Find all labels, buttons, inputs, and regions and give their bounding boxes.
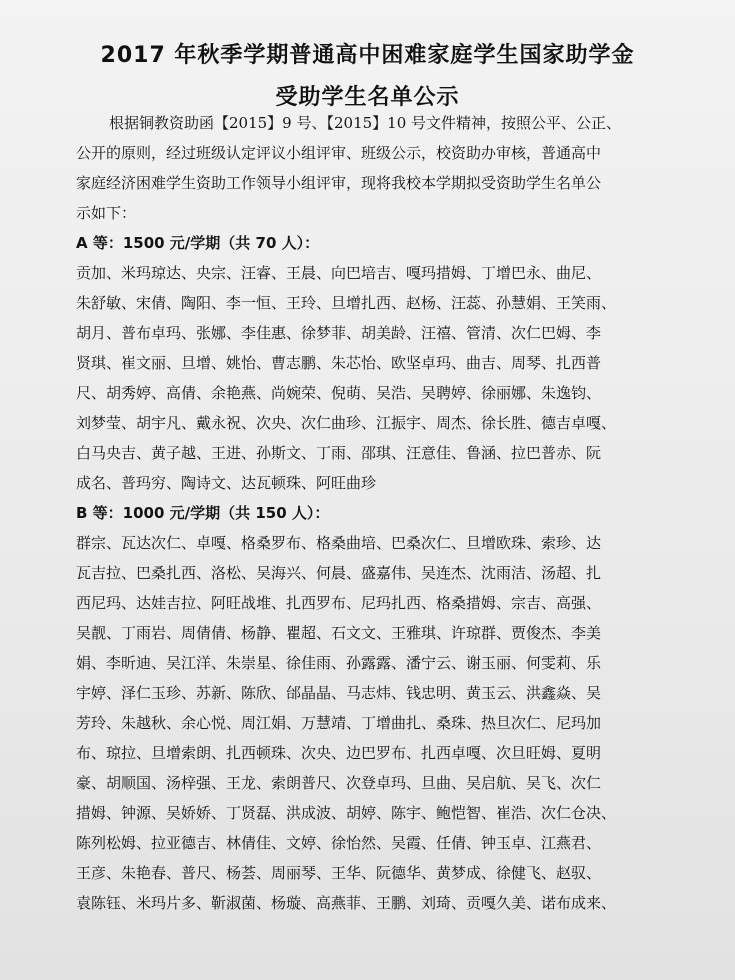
section-a-heading: A 等：1500 元/学期（共 70 人）： [76,234,320,252]
section-a-names-line: 朱舒敏、宋倩、陶阳、李一恒、王玲、旦增扎西、赵杨、汪蕊、孙慧娟、王笑雨、 [76,294,617,312]
intro-line: 家庭经济困难学生资助工作领导小组评审，现将我校本学期拟受资助学生名单公 [76,174,602,192]
section-b-names-line: 措姆、钟源、吴娇娇、丁贤磊、洪成波、胡婷、陈宇、鲍恺智、崔浩、次仁仓决、 [76,804,617,822]
intro-line: 示如下： [76,204,137,222]
section-a-names-line: 白马央吉、黄子越、王进、孙斯文、丁雨、邵琪、汪意佳、鲁涵、拉巴普赤、阮 [76,444,602,462]
section-a-names-line: 胡月、普布卓玛、张娜、李佳惠、徐梦菲、胡美龄、汪禧、管清、次仁巴姆、李 [76,324,602,342]
document-body [76,108,656,918]
section-a-names-line: 贤琪、崔文丽、旦增、姚怡、曹志鹏、朱芯怡、欧坚卓玛、曲吉、周琴、扎西普 [76,354,602,372]
section-b-names-line: 吴靓、丁雨岩、周倩倩、杨静、瞿超、石文文、王雅琪、许琼群、贾俊杰、李美 [76,624,602,642]
section-b-names-line: 布、琼拉、旦增索朗、扎西顿珠、次央、边巴罗布、扎西卓嘎、次旦旺姆、夏明 [76,744,602,762]
section-b-names-line: 瓦吉拉、巴桑扎西、洛松、吴海兴、何晨、盛嘉伟、吴连杰、沈雨洁、汤超、扎 [76,564,602,582]
section-b-names-line: 豪、胡顺国、汤梓强、王龙、索朗普尺、次登卓玛、旦曲、吴启航、吴飞、次仁 [76,774,602,792]
section-b-names-line: 芳玲、朱越秋、余心悦、周江娟、万慧靖、丁增曲扎、桑珠、热旦次仁、尼玛加 [76,714,602,732]
section-a-names-line: 成名、普玛穷、陶诗文、达瓦顿珠、阿旺曲珍 [76,474,377,492]
section-b-names-line: 王彦、朱艳春、普尺、杨荟、周丽琴、王华、阮德华、黄梦成、徐健飞、赵驭、 [76,864,602,882]
section-b-names-line: 陈列松姆、拉亚德吉、林倩佳、文婷、徐怡然、吴霞、任倩、钟玉卓、江燕君、 [76,834,602,852]
section-b-heading: B 等：1000 元/学期（共 150 人）： [76,504,330,522]
section-a-names-line: 尺、胡秀婷、高倩、余艳燕、尚婉荣、倪萌、吴浩、吴聘婷、徐丽娜、朱逸钧、 [76,384,602,402]
section-a-names-line: 贡加、米玛琼达、央宗、汪睿、王晨、向巴培吉、嘎玛措姆、丁增巴永、曲尼、 [76,264,602,282]
section-b-names-line: 宇婷、泽仁玉珍、苏新、陈欣、邰晶晶、马志炜、钱忠明、黄玉云、洪鑫焱、吴 [76,684,602,702]
intro-line: 根据铜教资助函【2015】9 号、【2015】10 号文件精神，按照公平、公正、 [109,114,622,132]
document-title-line1: 2017 年秋季学期普通高中困难家庭学生国家助学金 [100,43,635,68]
section-a-names-line: 刘梦莹、胡宇凡、戴永祝、次央、次仁曲珍、江振宇、周杰、徐长胜、德吉卓嘎、 [76,414,617,432]
section-b-names-line: 娟、李昕迪、吴江洋、朱崇星、徐佳雨、孙露露、潘宁云、谢玉丽、何雯莉、乐 [76,654,602,672]
section-b-names-line: 袁陈钰、米玛片多、靳淑菌、杨璇、高燕菲、王鹏、刘琦、贡嘎久美、诺布成来、 [76,894,617,912]
section-b-names-line: 西尼玛、达娃吉拉、阿旺战堆、扎西罗布、尼玛扎西、格桑措姆、宗吉、高强、 [76,594,602,612]
intro-line: 公开的原则，经过班级认定评议小组评审、班级公示，校资助办审核，普通高中 [76,144,602,162]
document-title-line2: 受助学生名单公示 [275,85,460,110]
section-b-names-line: 群宗、瓦达次仁、卓嘎、格桑罗布、格桑曲培、巴桑次仁、旦增欧珠、索珍、达 [76,534,602,552]
